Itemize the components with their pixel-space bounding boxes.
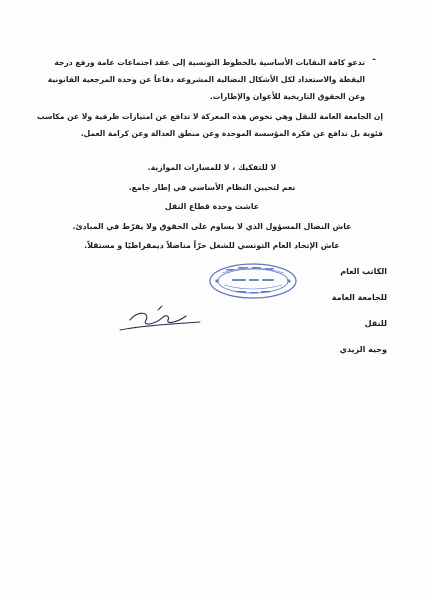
signatory-organization: للجامعة العامة للنقل [331, 293, 387, 328]
slogan-line: لا للتفكيك ، لا للمسارات الموازية. [147, 163, 277, 172]
official-stamp [208, 261, 298, 301]
slogan-line: عاشت وحدة قطاع النقل [164, 202, 260, 211]
paragraph-federation-position: إن الجامعة العامة للنقل وهي تخوض هذه المعركة لا تدافع عن امتيازات ظرفية ولا عن مكاسب فئوية بل تدافع عن فكرة المؤسسة الموحدة وعن منطق العدالة وعن كرامة العمل. [36, 112, 383, 138]
signatory-name: وجيه الزيدي [339, 345, 387, 354]
handwritten-signature [100, 300, 210, 340]
slogan-line: عاش النضال المسؤول الذي لا يساوم على الحقوق ولا يفرّط في المبادئ. [72, 221, 352, 231]
slogan-line: نعم لتحيين النظام الأساسي في إطار جامع. [128, 182, 296, 192]
paragraph-call-to-unions: تدعو كافة النقابات الأساسية بالخطوط التونسية إلى عقد اجتماعات عامة ورفع درجة اليقظة والاستعداد لكل الأشكال النضالية المشروعة دفاعاً عن وحدة المرجعية القانونية وعن الحقوق التاريخية للأعوان والإطارات. [47, 58, 365, 101]
slogan-line: عاش الإتحاد العام التونسي للشغل حرّاً مناضلاً ديمقراطيًا و مستقلاً. [84, 241, 340, 250]
slogans-block [47, 158, 377, 256]
signatory-title: الكاتب العام [340, 267, 387, 276]
signature-block [307, 259, 387, 363]
bullet-marker: - [372, 55, 376, 65]
